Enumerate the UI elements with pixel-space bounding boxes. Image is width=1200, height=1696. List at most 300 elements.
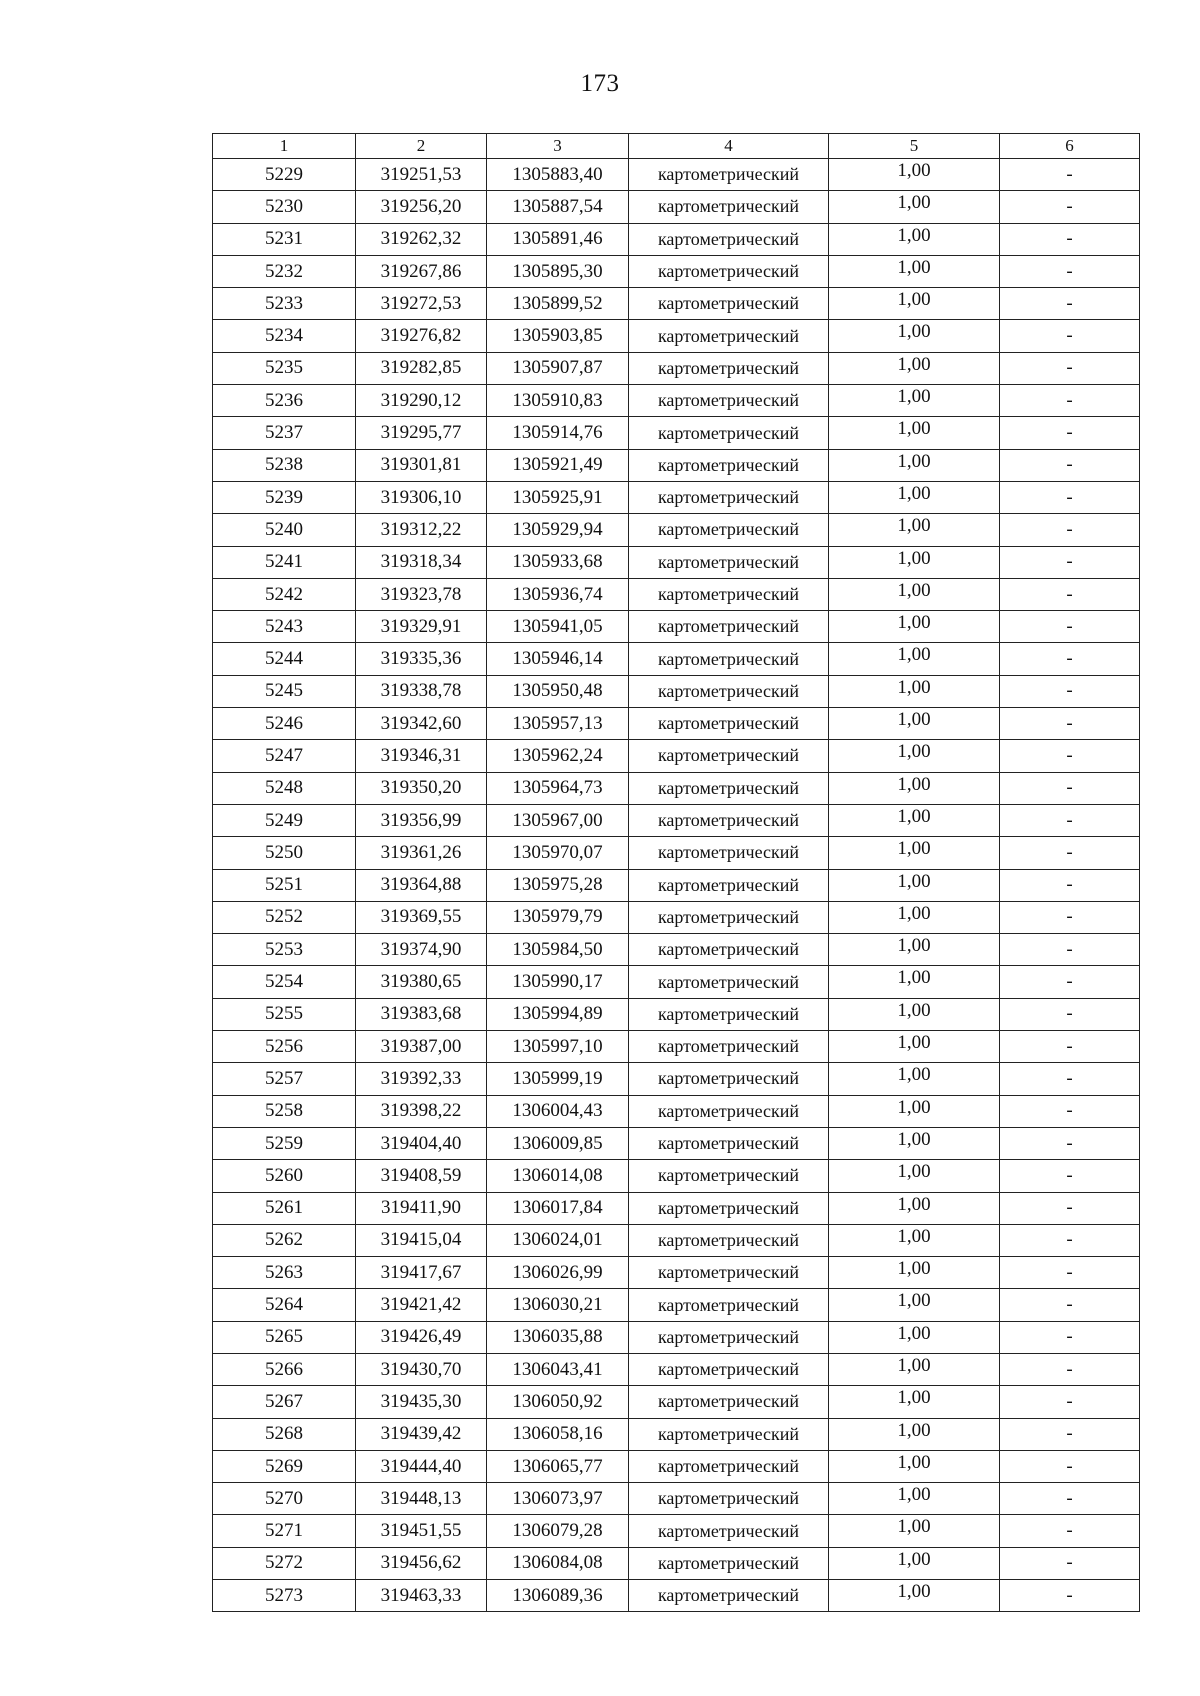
point-number-cell: 5248 <box>213 772 356 804</box>
table-row <box>213 1386 1140 1418</box>
x-coordinate-cell: 319411,90 <box>356 1192 487 1224</box>
y-coordinate-cell: 1306004,43 <box>487 1095 629 1127</box>
note-cell: - <box>1000 385 1140 417</box>
point-number-cell: 5253 <box>213 934 356 966</box>
accuracy-cell: 1,00 <box>829 611 1000 643</box>
note-cell: - <box>1000 1547 1140 1579</box>
column-header-4: 4 <box>629 134 829 159</box>
y-coordinate-cell: 1305936,74 <box>487 578 629 610</box>
y-coordinate-cell: 1305933,68 <box>487 546 629 578</box>
x-coordinate-cell: 319392,33 <box>356 1063 487 1095</box>
method-cell: картометрический <box>629 901 829 933</box>
accuracy-cell: 1,00 <box>829 320 1000 352</box>
note-cell: - <box>1000 1386 1140 1418</box>
method-cell: картометрический <box>629 643 829 675</box>
method-cell: картометрический <box>629 546 829 578</box>
x-coordinate-cell: 319369,55 <box>356 901 487 933</box>
method-cell: картометрический <box>629 1095 829 1127</box>
point-number-cell: 5272 <box>213 1547 356 1579</box>
method-cell: картометрический <box>629 352 829 384</box>
y-coordinate-cell: 1305984,50 <box>487 934 629 966</box>
method-cell: картометрический <box>629 578 829 610</box>
method-cell: картометрический <box>629 1289 829 1321</box>
method-cell: картометрический <box>629 1160 829 1192</box>
y-coordinate-cell: 1305887,54 <box>487 191 629 223</box>
y-coordinate-cell: 1305925,91 <box>487 481 629 513</box>
x-coordinate-cell: 319439,42 <box>356 1418 487 1450</box>
y-coordinate-cell: 1305999,19 <box>487 1063 629 1095</box>
x-coordinate-cell: 319356,99 <box>356 804 487 836</box>
x-coordinate-cell: 319380,65 <box>356 966 487 998</box>
y-coordinate-cell: 1305975,28 <box>487 869 629 901</box>
y-coordinate-cell: 1305941,05 <box>487 611 629 643</box>
point-number-cell: 5259 <box>213 1127 356 1159</box>
table-row <box>213 643 1140 675</box>
y-coordinate-cell: 1305914,76 <box>487 417 629 449</box>
method-cell: картометрический <box>629 1580 829 1612</box>
y-coordinate-cell: 1306073,97 <box>487 1483 629 1515</box>
table-row <box>213 611 1140 643</box>
method-cell: картометрический <box>629 1353 829 1385</box>
point-number-cell: 5251 <box>213 869 356 901</box>
column-header-5: 5 <box>829 134 1000 159</box>
note-cell: - <box>1000 1418 1140 1450</box>
accuracy-cell: 1,00 <box>829 740 1000 772</box>
accuracy-cell: 1,00 <box>829 643 1000 675</box>
table-row <box>213 1031 1140 1063</box>
point-number-cell: 5237 <box>213 417 356 449</box>
table-row <box>213 901 1140 933</box>
point-number-cell: 5265 <box>213 1321 356 1353</box>
y-coordinate-cell: 1306030,21 <box>487 1289 629 1321</box>
method-cell: картометрический <box>629 288 829 320</box>
point-number-cell: 5252 <box>213 901 356 933</box>
table-row <box>213 385 1140 417</box>
note-cell: - <box>1000 1580 1140 1612</box>
x-coordinate-cell: 319417,67 <box>356 1257 487 1289</box>
method-cell: картометрический <box>629 417 829 449</box>
point-number-cell: 5236 <box>213 385 356 417</box>
method-cell: картометрический <box>629 1418 829 1450</box>
accuracy-cell: 1,00 <box>829 385 1000 417</box>
table-row <box>213 417 1140 449</box>
point-number-cell: 5249 <box>213 804 356 836</box>
table-row <box>213 1095 1140 1127</box>
table-row <box>213 1515 1140 1547</box>
y-coordinate-cell: 1306079,28 <box>487 1515 629 1547</box>
accuracy-cell: 1,00 <box>829 901 1000 933</box>
x-coordinate-cell: 319451,55 <box>356 1515 487 1547</box>
note-cell: - <box>1000 1257 1140 1289</box>
point-number-cell: 5240 <box>213 514 356 546</box>
accuracy-cell: 1,00 <box>829 1386 1000 1418</box>
table-row <box>213 837 1140 869</box>
note-cell: - <box>1000 708 1140 740</box>
method-cell: картометрический <box>629 1127 829 1159</box>
x-coordinate-cell: 319374,90 <box>356 934 487 966</box>
accuracy-cell: 1,00 <box>829 514 1000 546</box>
note-cell: - <box>1000 1160 1140 1192</box>
y-coordinate-cell: 1305970,07 <box>487 837 629 869</box>
x-coordinate-cell: 319383,68 <box>356 998 487 1030</box>
note-cell: - <box>1000 481 1140 513</box>
note-cell: - <box>1000 966 1140 998</box>
x-coordinate-cell: 319276,82 <box>356 320 487 352</box>
table-row <box>213 1192 1140 1224</box>
table-row <box>213 320 1140 352</box>
y-coordinate-cell: 1305967,00 <box>487 804 629 836</box>
note-cell: - <box>1000 288 1140 320</box>
x-coordinate-cell: 319346,31 <box>356 740 487 772</box>
accuracy-cell: 1,00 <box>829 1095 1000 1127</box>
note-cell: - <box>1000 643 1140 675</box>
table-row <box>213 966 1140 998</box>
point-number-cell: 5261 <box>213 1192 356 1224</box>
note-cell: - <box>1000 1095 1140 1127</box>
note-cell: - <box>1000 998 1140 1030</box>
note-cell: - <box>1000 772 1140 804</box>
point-number-cell: 5263 <box>213 1257 356 1289</box>
table-row <box>213 1547 1140 1579</box>
accuracy-cell: 1,00 <box>829 288 1000 320</box>
accuracy-cell: 1,00 <box>829 1547 1000 1579</box>
table-row <box>213 1321 1140 1353</box>
x-coordinate-cell: 319282,85 <box>356 352 487 384</box>
note-cell: - <box>1000 837 1140 869</box>
accuracy-cell: 1,00 <box>829 1063 1000 1095</box>
point-number-cell: 5235 <box>213 352 356 384</box>
table-header <box>213 134 1140 159</box>
note-cell: - <box>1000 514 1140 546</box>
table-row <box>213 159 1140 191</box>
column-header-6: 6 <box>1000 134 1140 159</box>
y-coordinate-cell: 1305910,83 <box>487 385 629 417</box>
method-cell: картометрический <box>629 1386 829 1418</box>
y-coordinate-cell: 1305962,24 <box>487 740 629 772</box>
note-cell: - <box>1000 578 1140 610</box>
point-number-cell: 5242 <box>213 578 356 610</box>
method-cell: картометрический <box>629 481 829 513</box>
accuracy-cell: 1,00 <box>829 1160 1000 1192</box>
table-row <box>213 255 1140 287</box>
accuracy-cell: 1,00 <box>829 578 1000 610</box>
x-coordinate-cell: 319415,04 <box>356 1224 487 1256</box>
point-number-cell: 5260 <box>213 1160 356 1192</box>
accuracy-cell: 1,00 <box>829 772 1000 804</box>
note-cell: - <box>1000 159 1140 191</box>
y-coordinate-cell: 1306050,92 <box>487 1386 629 1418</box>
note-cell: - <box>1000 740 1140 772</box>
accuracy-cell: 1,00 <box>829 1192 1000 1224</box>
table-row <box>213 1160 1140 1192</box>
x-coordinate-cell: 319430,70 <box>356 1353 487 1385</box>
table-row <box>213 1063 1140 1095</box>
x-coordinate-cell: 319342,60 <box>356 708 487 740</box>
method-cell: картометрический <box>629 191 829 223</box>
method-cell: картометрический <box>629 966 829 998</box>
method-cell: картометрический <box>629 611 829 643</box>
y-coordinate-cell: 1306024,01 <box>487 1224 629 1256</box>
x-coordinate-cell: 319398,22 <box>356 1095 487 1127</box>
table-row <box>213 191 1140 223</box>
note-cell: - <box>1000 1483 1140 1515</box>
y-coordinate-cell: 1305903,85 <box>487 320 629 352</box>
point-number-cell: 5268 <box>213 1418 356 1450</box>
x-coordinate-cell: 319426,49 <box>356 1321 487 1353</box>
y-coordinate-cell: 1305899,52 <box>487 288 629 320</box>
table-row <box>213 578 1140 610</box>
accuracy-cell: 1,00 <box>829 352 1000 384</box>
method-cell: картометрический <box>629 1450 829 1482</box>
y-coordinate-cell: 1305946,14 <box>487 643 629 675</box>
method-cell: картометрический <box>629 1257 829 1289</box>
header-row <box>213 134 1140 159</box>
point-number-cell: 5273 <box>213 1580 356 1612</box>
point-number-cell: 5232 <box>213 255 356 287</box>
table-row <box>213 1127 1140 1159</box>
coordinates-table <box>212 133 1140 1612</box>
table-row <box>213 675 1140 707</box>
accuracy-cell: 1,00 <box>829 1353 1000 1385</box>
accuracy-cell: 1,00 <box>829 1127 1000 1159</box>
y-coordinate-cell: 1306058,16 <box>487 1418 629 1450</box>
point-number-cell: 5233 <box>213 288 356 320</box>
x-coordinate-cell: 319421,42 <box>356 1289 487 1321</box>
point-number-cell: 5267 <box>213 1386 356 1418</box>
y-coordinate-cell: 1306026,99 <box>487 1257 629 1289</box>
x-coordinate-cell: 319272,53 <box>356 288 487 320</box>
method-cell: картометрический <box>629 1063 829 1095</box>
accuracy-cell: 1,00 <box>829 159 1000 191</box>
y-coordinate-cell: 1305921,49 <box>487 449 629 481</box>
accuracy-cell: 1,00 <box>829 1321 1000 1353</box>
point-number-cell: 5264 <box>213 1289 356 1321</box>
method-cell: картометрический <box>629 708 829 740</box>
method-cell: картометрический <box>629 1192 829 1224</box>
x-coordinate-cell: 319251,53 <box>356 159 487 191</box>
x-coordinate-cell: 319312,22 <box>356 514 487 546</box>
note-cell: - <box>1000 417 1140 449</box>
method-cell: картометрический <box>629 1031 829 1063</box>
method-cell: картометрический <box>629 159 829 191</box>
method-cell: картометрический <box>629 772 829 804</box>
accuracy-cell: 1,00 <box>829 708 1000 740</box>
note-cell: - <box>1000 1127 1140 1159</box>
table-row <box>213 1580 1140 1612</box>
method-cell: картометрический <box>629 934 829 966</box>
method-cell: картометрический <box>629 320 829 352</box>
y-coordinate-cell: 1305990,17 <box>487 966 629 998</box>
accuracy-cell: 1,00 <box>829 1450 1000 1482</box>
x-coordinate-cell: 319338,78 <box>356 675 487 707</box>
x-coordinate-cell: 319301,81 <box>356 449 487 481</box>
x-coordinate-cell: 319335,36 <box>356 643 487 675</box>
accuracy-cell: 1,00 <box>829 417 1000 449</box>
point-number-cell: 5270 <box>213 1483 356 1515</box>
accuracy-cell: 1,00 <box>829 1289 1000 1321</box>
table-row <box>213 772 1140 804</box>
x-coordinate-cell: 319350,20 <box>356 772 487 804</box>
point-number-cell: 5244 <box>213 643 356 675</box>
note-cell: - <box>1000 1031 1140 1063</box>
point-number-cell: 5245 <box>213 675 356 707</box>
point-number-cell: 5241 <box>213 546 356 578</box>
method-cell: картометрический <box>629 385 829 417</box>
method-cell: картометрический <box>629 223 829 255</box>
accuracy-cell: 1,00 <box>829 998 1000 1030</box>
y-coordinate-cell: 1305891,46 <box>487 223 629 255</box>
note-cell: - <box>1000 1224 1140 1256</box>
point-number-cell: 5246 <box>213 708 356 740</box>
note-cell: - <box>1000 675 1140 707</box>
accuracy-cell: 1,00 <box>829 869 1000 901</box>
note-cell: - <box>1000 191 1140 223</box>
x-coordinate-cell: 319262,32 <box>356 223 487 255</box>
accuracy-cell: 1,00 <box>829 1580 1000 1612</box>
note-cell: - <box>1000 1450 1140 1482</box>
note-cell: - <box>1000 255 1140 287</box>
accuracy-cell: 1,00 <box>829 675 1000 707</box>
x-coordinate-cell: 319456,62 <box>356 1547 487 1579</box>
y-coordinate-cell: 1305929,94 <box>487 514 629 546</box>
method-cell: картометрический <box>629 255 829 287</box>
y-coordinate-cell: 1306009,85 <box>487 1127 629 1159</box>
column-header-3: 3 <box>487 134 629 159</box>
method-cell: картометрический <box>629 1547 829 1579</box>
y-coordinate-cell: 1305895,30 <box>487 255 629 287</box>
note-cell: - <box>1000 1063 1140 1095</box>
accuracy-cell: 1,00 <box>829 1257 1000 1289</box>
x-coordinate-cell: 319408,59 <box>356 1160 487 1192</box>
y-coordinate-cell: 1306017,84 <box>487 1192 629 1224</box>
table-row <box>213 546 1140 578</box>
point-number-cell: 5266 <box>213 1353 356 1385</box>
point-number-cell: 5258 <box>213 1095 356 1127</box>
x-coordinate-cell: 319444,40 <box>356 1450 487 1482</box>
table-row <box>213 223 1140 255</box>
x-coordinate-cell: 319256,20 <box>356 191 487 223</box>
point-number-cell: 5239 <box>213 481 356 513</box>
accuracy-cell: 1,00 <box>829 1031 1000 1063</box>
point-number-cell: 5271 <box>213 1515 356 1547</box>
table-row <box>213 449 1140 481</box>
accuracy-cell: 1,00 <box>829 934 1000 966</box>
column-header-1: 1 <box>213 134 356 159</box>
table-row <box>213 998 1140 1030</box>
table-row <box>213 740 1140 772</box>
x-coordinate-cell: 319318,34 <box>356 546 487 578</box>
x-coordinate-cell: 319448,13 <box>356 1483 487 1515</box>
method-cell: картометрический <box>629 837 829 869</box>
table-row <box>213 352 1140 384</box>
note-cell: - <box>1000 1321 1140 1353</box>
method-cell: картометрический <box>629 1515 829 1547</box>
y-coordinate-cell: 1306014,08 <box>487 1160 629 1192</box>
note-cell: - <box>1000 320 1140 352</box>
note-cell: - <box>1000 223 1140 255</box>
table-row <box>213 1224 1140 1256</box>
table-row <box>213 1353 1140 1385</box>
note-cell: - <box>1000 546 1140 578</box>
y-coordinate-cell: 1305957,13 <box>487 708 629 740</box>
method-cell: картометрический <box>629 1321 829 1353</box>
table-row <box>213 481 1140 513</box>
point-number-cell: 5262 <box>213 1224 356 1256</box>
coordinates-table-container <box>212 133 1139 1612</box>
y-coordinate-cell: 1306065,77 <box>487 1450 629 1482</box>
table-row <box>213 708 1140 740</box>
y-coordinate-cell: 1305994,89 <box>487 998 629 1030</box>
x-coordinate-cell: 319435,30 <box>356 1386 487 1418</box>
table-row <box>213 514 1140 546</box>
note-cell: - <box>1000 901 1140 933</box>
accuracy-cell: 1,00 <box>829 191 1000 223</box>
accuracy-cell: 1,00 <box>829 1483 1000 1515</box>
x-coordinate-cell: 319290,12 <box>356 385 487 417</box>
method-cell: картометрический <box>629 514 829 546</box>
point-number-cell: 5255 <box>213 998 356 1030</box>
note-cell: - <box>1000 1192 1140 1224</box>
accuracy-cell: 1,00 <box>829 1418 1000 1450</box>
method-cell: картометрический <box>629 675 829 707</box>
note-cell: - <box>1000 804 1140 836</box>
point-number-cell: 5238 <box>213 449 356 481</box>
note-cell: - <box>1000 934 1140 966</box>
table-row <box>213 804 1140 836</box>
y-coordinate-cell: 1305907,87 <box>487 352 629 384</box>
accuracy-cell: 1,00 <box>829 837 1000 869</box>
table-row <box>213 1289 1140 1321</box>
y-coordinate-cell: 1305979,79 <box>487 901 629 933</box>
point-number-cell: 5256 <box>213 1031 356 1063</box>
point-number-cell: 5257 <box>213 1063 356 1095</box>
point-number-cell: 5243 <box>213 611 356 643</box>
note-cell: - <box>1000 611 1140 643</box>
x-coordinate-cell: 319323,78 <box>356 578 487 610</box>
y-coordinate-cell: 1305964,73 <box>487 772 629 804</box>
table-row <box>213 288 1140 320</box>
point-number-cell: 5230 <box>213 191 356 223</box>
page-number: 173 <box>580 70 620 97</box>
y-coordinate-cell: 1306035,88 <box>487 1321 629 1353</box>
x-coordinate-cell: 319306,10 <box>356 481 487 513</box>
x-coordinate-cell: 319364,88 <box>356 869 487 901</box>
method-cell: картометрический <box>629 1224 829 1256</box>
accuracy-cell: 1,00 <box>829 481 1000 513</box>
method-cell: картометрический <box>629 804 829 836</box>
point-number-cell: 5269 <box>213 1450 356 1482</box>
point-number-cell: 5229 <box>213 159 356 191</box>
method-cell: картометрический <box>629 998 829 1030</box>
method-cell: картометрический <box>629 869 829 901</box>
point-number-cell: 5234 <box>213 320 356 352</box>
note-cell: - <box>1000 869 1140 901</box>
x-coordinate-cell: 319295,77 <box>356 417 487 449</box>
x-coordinate-cell: 319267,86 <box>356 255 487 287</box>
y-coordinate-cell: 1306043,41 <box>487 1353 629 1385</box>
table-row <box>213 1418 1140 1450</box>
x-coordinate-cell: 319463,33 <box>356 1580 487 1612</box>
y-coordinate-cell: 1306084,08 <box>487 1547 629 1579</box>
accuracy-cell: 1,00 <box>829 223 1000 255</box>
x-coordinate-cell: 319329,91 <box>356 611 487 643</box>
x-coordinate-cell: 319361,26 <box>356 837 487 869</box>
table-row <box>213 1483 1140 1515</box>
note-cell: - <box>1000 1353 1140 1385</box>
table-body <box>213 159 1140 1612</box>
method-cell: картометрический <box>629 449 829 481</box>
table-row <box>213 1450 1140 1482</box>
